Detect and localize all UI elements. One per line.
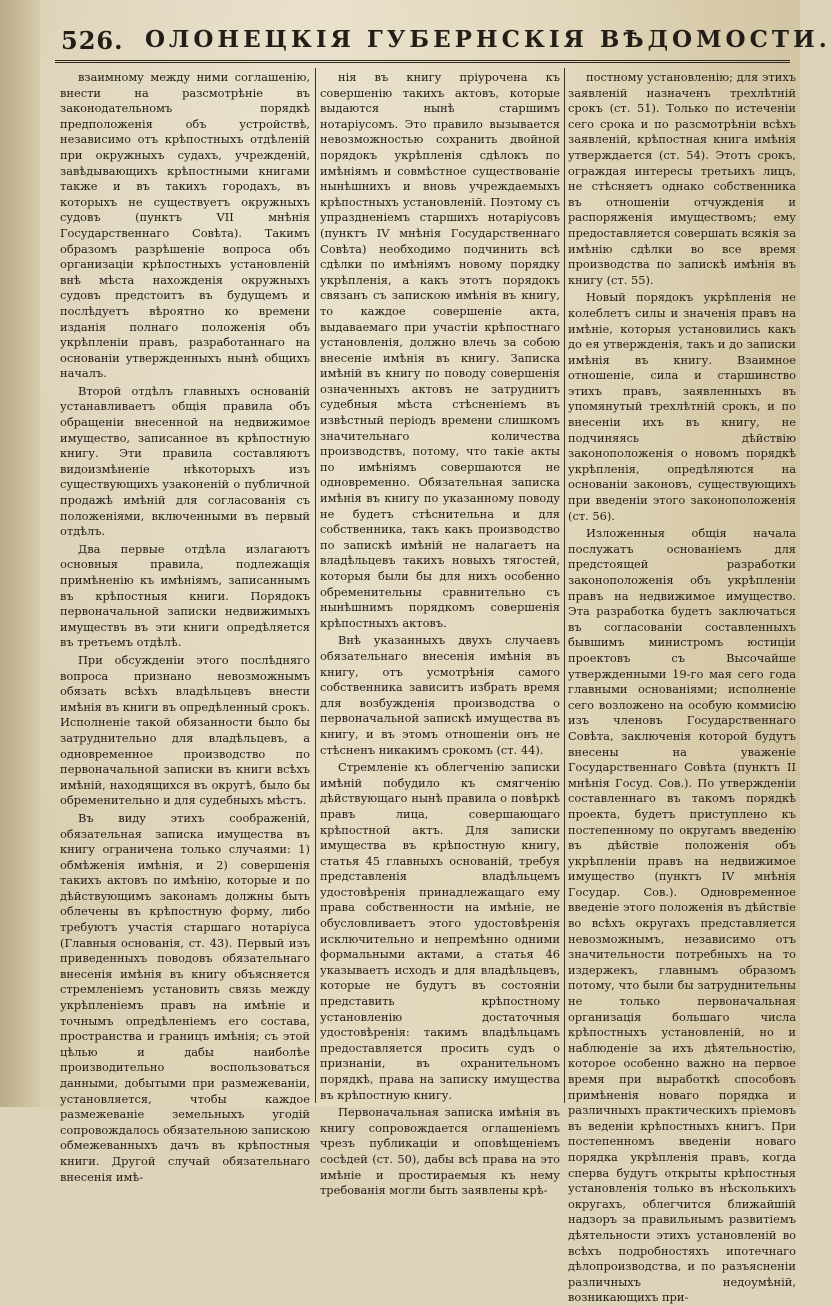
page-number: 526.: [61, 26, 124, 55]
paragraph: Два первые отдѣла излагаютъ основныя правила, подлежащія примѣненію къ имѣніямъ, записаннымъ въ крѣпостныя книги. Порядокъ первоначальной записки недвижимыхъ имуществъ въ эти книги опредѣляется въ третьемъ отдѣлѣ.: [60, 541, 310, 650]
paragraph: Изложенныя общія начала послужатъ основаніемъ для предстоящей разработки законоположенія объ укрѣпленіи правъ на недвижимое имущество. Эта разработка будетъ заключаться въ согласованіи составленныхъ бывшимъ министромъ юстиціи проектовъ съ Высочайше утвержденными 19-го мая сего года главными основаніями; исполненіе сего возложено на особую коммисію изъ членовъ Государственнаго Совѣта, заключенія которой будутъ внесены на уваженіе Государственнаго Совѣта (пунктъ II мнѣнія Госуд. Сов.). По утвержденіи составленнаго въ такомъ порядкѣ проекта, будетъ приступлено къ постепенному по округамъ введенію въ дѣйствіе положенія объ укрѣпленіи правъ на недвижимое имущество (пунктъ IV мнѣнія Государ. Сов.). Одновременное введеніе этого положенія въ дѣйствіе во всѣхъ округахъ представляется невозможнымъ, независимо отъ значительности потребныхъ на то издержекъ, главнымъ образомъ потому, что были бы затруднительны не только первоначальная организація большаго числа крѣпостныхъ установленій, но и наблюденіе за ихъ дѣятельностію, которое особенно важно на первое время при выработкѣ способовъ примѣненія новаго порядка и различныхъ практическихъ пріемовъ въ веденіи крѣпостныхъ книгъ. При постепенномъ введеніи новаго порядка укрѣпленія правъ, когда сперва будутъ открыты крѣпостныя установленія только въ нѣсколькихъ округахъ, облегчится ближайшій надзоръ за правильнымъ развитіемъ дѣятельности этихъ установленій во всѣхъ подробностяхъ ипотечнаго дѣлопроизводства, и по разъясненіи различныхъ недоумѣній, возникающихъ при-: [568, 526, 796, 1305]
paragraph: Второй отдѣлъ главныхъ основаній устанавливаетъ общія правила объ обращеніи внесенной на недвижимое имущество, записанное въ крѣпостную книгу. Эти правила составляютъ видоизмѣненіе нѣкоторыхъ изъ существующихъ узаконеній о публичной продажѣ имѣній для согласованія съ положеніями, включенными въ первый отдѣлъ.: [60, 383, 310, 539]
paragraph: постному установленію; для этихъ заявленій назначенъ трехлѣтній срокъ (ст. 51). Только по истеченіи сего срока и по разсмотрѣніи всѣхъ заявленій, крѣпостная книга имѣнія утверждается (ст. 54). Этотъ срокъ, ограждая интересы третьихъ лицъ, не стѣсняетъ однако собственника въ отношеніи отчужденія и распоряженія имуществомъ; ему предоставляется совершать всякія за имѣнію сдѣлки во все время производства по запискѣ имѣнія въ книгу (ст. 55).: [568, 70, 796, 287]
paragraph: При обсужденіи этого послѣдняго вопроса признано невозможнымъ обязать всѣхъ владѣльцевъ внести имѣнія въ книги въ опредѣленный срокъ. Исполненіе такой обязанности было бы затруднительно для владѣльцевъ, а одновременное производство по первоначальной записки въ книги всѣхъ имѣній, находящихся въ округѣ, было бы обременительно и для судебныхъ мѣстъ.: [60, 652, 310, 808]
text-column-2: [320, 70, 560, 1198]
text-column-3: [568, 70, 796, 1305]
text-column-1: [60, 70, 310, 1184]
paragraph: Въ виду этихъ соображеній, обязательная записка имущества въ книгу ограничена только случаями: 1) обмѣженія имѣнія, и 2) совершенія такихъ актовъ по имѣнію, которые и по дѣйствующимъ законамъ должны быть облечены въ крѣпостную форму, либо требуютъ участія старшаго нотаріуса (Главныя основанія, ст. 43). Первый изъ приведенныхъ поводовъ обязательнаго внесенія имѣнія въ книгу объясняется стремленіемъ установить связь между укрѣпленіемъ правъ на имѣніе и точнымъ опредѣленіемъ его состава, пространства и границъ имѣнія; съ этой цѣлью и дабы наиболѣе производительно воспользоваться данными, добытыми при размежеваніи, установляется, чтобы каждое размежеваніе земельныхъ угодій сопровождалось обязательною запискою обмежеванныхъ дачъ въ крѣпостныя книги. Другой случай обязательнаго внесенія имѣ-: [60, 810, 310, 1184]
column-divider: [564, 68, 565, 1103]
paragraph: Стремленіе къ облегченію записки имѣній побудило къ смягченію дѣйствующаго нынѣ правила о повѣркѣ правъ лица, совершающаго крѣпостной актъ. Для записки имущества въ крѣпостную книгу, статья 45 главныхъ основаній, требуя представленія владѣльцемъ удостовѣренія принадлежащаго ему права собственности на имѣніе, не обусловливаетъ этого удостовѣренія исключительно и непремѣнно одними формальными актами, а статья 46 указываетъ исходъ и для владѣльцевъ, которые не будутъ въ состояніи представить крѣпостному установленію достаточныя удостовѣренія: такимъ владѣльцамъ предоставляется просить судъ о признаніи, въ охранительномъ порядкѣ, права на записку имущества въ крѣпостную книгу.: [320, 760, 560, 1102]
gazette-title: ОЛОНЕЦКІЯ ГУБЕРНСКІЯ ВѢДОМОСТИ.: [145, 26, 831, 53]
binding-margin: [0, 0, 40, 1107]
paragraph: Внѣ указанныхъ двухъ случаевъ обязательнаго внесенія имѣнія въ книгу, отъ усмотрѣнія самого собственника зависитъ избрать время для возбужденія производства о первоначальной запискѣ имущества въ книгу, и въ этомъ отношеніи онъ не стѣсненъ никакимъ срокомъ (ст. 44).: [320, 633, 560, 757]
page-header: [55, 24, 831, 63]
paragraph: Первоначальная записка имѣнія въ книгу сопровождается оглашеніемъ чрезъ публикаціи и оповѣщеніемъ сосѣдей (ст. 50), дабы всѣ права на это имѣніе и простираемыя къ нему требованія могли быть заявлены крѣ-: [320, 1105, 560, 1198]
paragraph: нія въ книгу пріурочена къ совершенію такихъ актовъ, которые выдаются нынѣ старшимъ нотаріусомъ. Это правило вызывается невозможностью сохранить двойной порядокъ укрѣпленія сдѣлокъ по имѣніямъ и совмѣстное существованіе нынѣшнихъ и вновь учреждаемыхъ крѣпостныхъ установленій. Поэтому съ упраздненіемъ старшихъ нотаріусовъ (пунктъ IV мнѣнія Государственнаго Совѣта) необходимо подчинить всѣ сдѣлки по имѣніямъ новому порядку укрѣпленія, а какъ этотъ порядокъ связанъ съ запискою имѣнія въ книгу, то каждое совершеніе акта, выдаваемаго при участіи крѣпостнаго установленія, должно влечь за собою внесеніе имѣнія въ книгу. Записка имѣній въ книгу по поводу совершенія означенныхъ актовъ не затруднитъ судебныя мѣста стѣсненіемъ въ извѣстный періодъ времени слишкомъ значительнаго количества производствъ, потому, что такіе акты по имѣніямъ совершаются не одновременно. Обязательная записка имѣнія въ книгу по указанному поводу не будетъ стѣснительна и для собственника, такъ какъ производство по запискѣ имѣній не налагаетъ на владѣльцевъ такихъ новыхъ тягостей, которыя были бы для нихъ особенно обременительны сравнительно съ нынѣшнимъ порядкомъ совершенія крѣпостныхъ актовъ.: [320, 70, 560, 630]
paragraph: взаимному между ними соглашенію, внести на разсмотрѣніе въ законодательномъ порядкѣ предположенія объ устройствѣ, независимо отъ крѣпостныхъ отдѣленій при окружныхъ судахъ, учрежденій, завѣдывающихъ крѣпостными книгами также и въ такихъ городахъ, въ которыхъ не существуетъ окружныхъ судовъ (пунктъ VII мнѣнія Государственнаго Совѣта). Такимъ образомъ разрѣшеніе вопроса объ организаціи крѣпостныхъ установленій внѣ мѣста нахожденія окружныхъ судовъ предстоитъ въ будущемъ и послѣдуетъ вѣроятно ко времени изданія полнаго положенія объ укрѣпленіи правъ, разработаннаго на основаніи утвержденныхъ нынѣ общихъ началъ.: [60, 70, 310, 381]
column-divider: [315, 68, 316, 1103]
paragraph: Новый порядокъ укрѣпленія не колеблетъ силы и значенія правъ на имѣніе, которыя установились какъ до ея утвержденія, такъ и до записки имѣнія въ книгу. Взаимное отношеніе, сила и старшинство этихъ правъ, заявленныхъ въ упомянутый трехлѣтній срокъ, и по внесеніи ихъ въ книгу, не подчиняясь дѣйствію законоположенія о новомъ порядкѣ укрѣпленія, опредѣляются на основаніи законовъ, существующихъ при введеніи этого законоположенія (ст. 56).: [568, 290, 796, 523]
